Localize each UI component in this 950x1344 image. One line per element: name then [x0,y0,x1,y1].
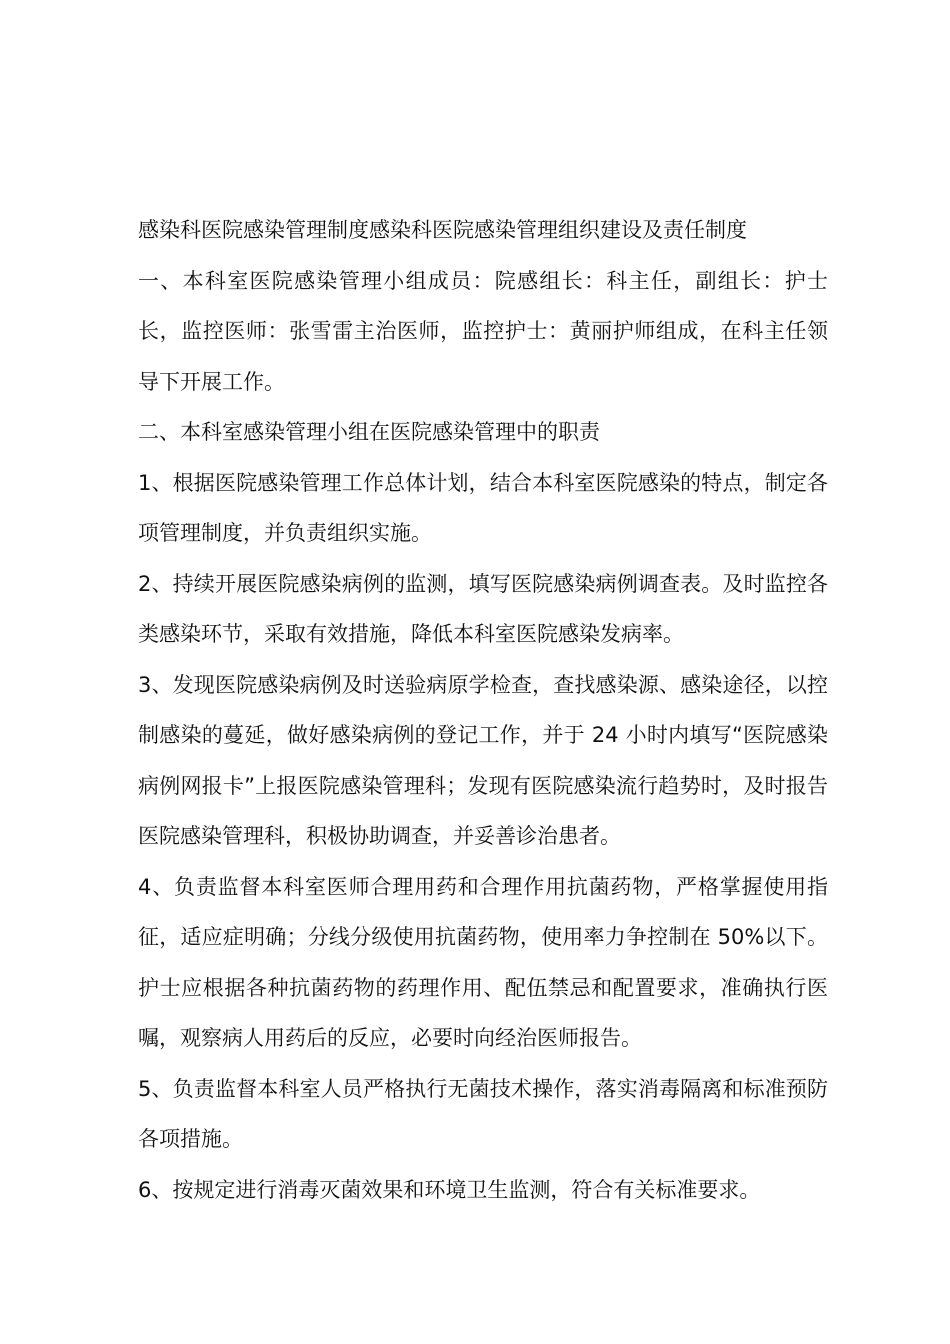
document-title: 感染科医院感染管理制度感染科医院感染管理组织建设及责任制度 [138,218,747,242]
paragraph-section-2-heading: 二、本科室感染管理小组在医院感染管理中的职责 [138,420,600,444]
paragraph-item-4: 4、负责监督本科室医师合理用药和合理作用抗菌药物，严格掌握使用指征，适应症明确；分线分级使用抗菌药物，使用率力争控制在 50%以下。护士应根据各种抗菌药物的药理作用、配伍禁忌和配置要求，准确执行医嘱，观察病人用药后的反应，必要时向经治医师报告。 [138,874,828,1050]
paragraph-item-1: 1、根据医院感染管理工作总体计划，结合本科室医院感染的特点，制定各项管理制度，并负责组织实施。 [138,470,828,545]
paragraph-item-6: 6、按规定进行消毒灭菌效果和环境卫生监测，符合有关标准要求。 [138,1177,761,1202]
paragraph-section-1-members: 一、本科室医院感染管理小组成员：院感组长：科主任，副组长：护士长，监控医师：张雪雷主治医师，监控护士：黄丽护师组成，在科主任领导下开展工作。 [138,268,828,394]
paragraph-item-3: 3、发现医院感染病例及时送验病原学检查，查找感染源、感染途径，以控制感染的蔓延，做好感染病例的登记工作，并于 24 小时内填写“医院感染病例网报卡”上报医院感染管理科；发现有医院感染流行趋势时，及时报告医院感染管理科，积极协助调查，并妥善诊治患者。 [138,672,828,848]
paragraph-item-2: 2、持续开展医院感染病例的监测，填写医院感染病例调查表。及时监控各类感染环节，采取有效措施，降低本科室医院感染发病率。 [138,571,828,646]
paragraph-item-5: 5、负责监督本科室人员严格执行无菌技术操作，落实消毒隔离和标准预防各项措施。 [138,1076,828,1151]
document-body [138,205,828,1215]
